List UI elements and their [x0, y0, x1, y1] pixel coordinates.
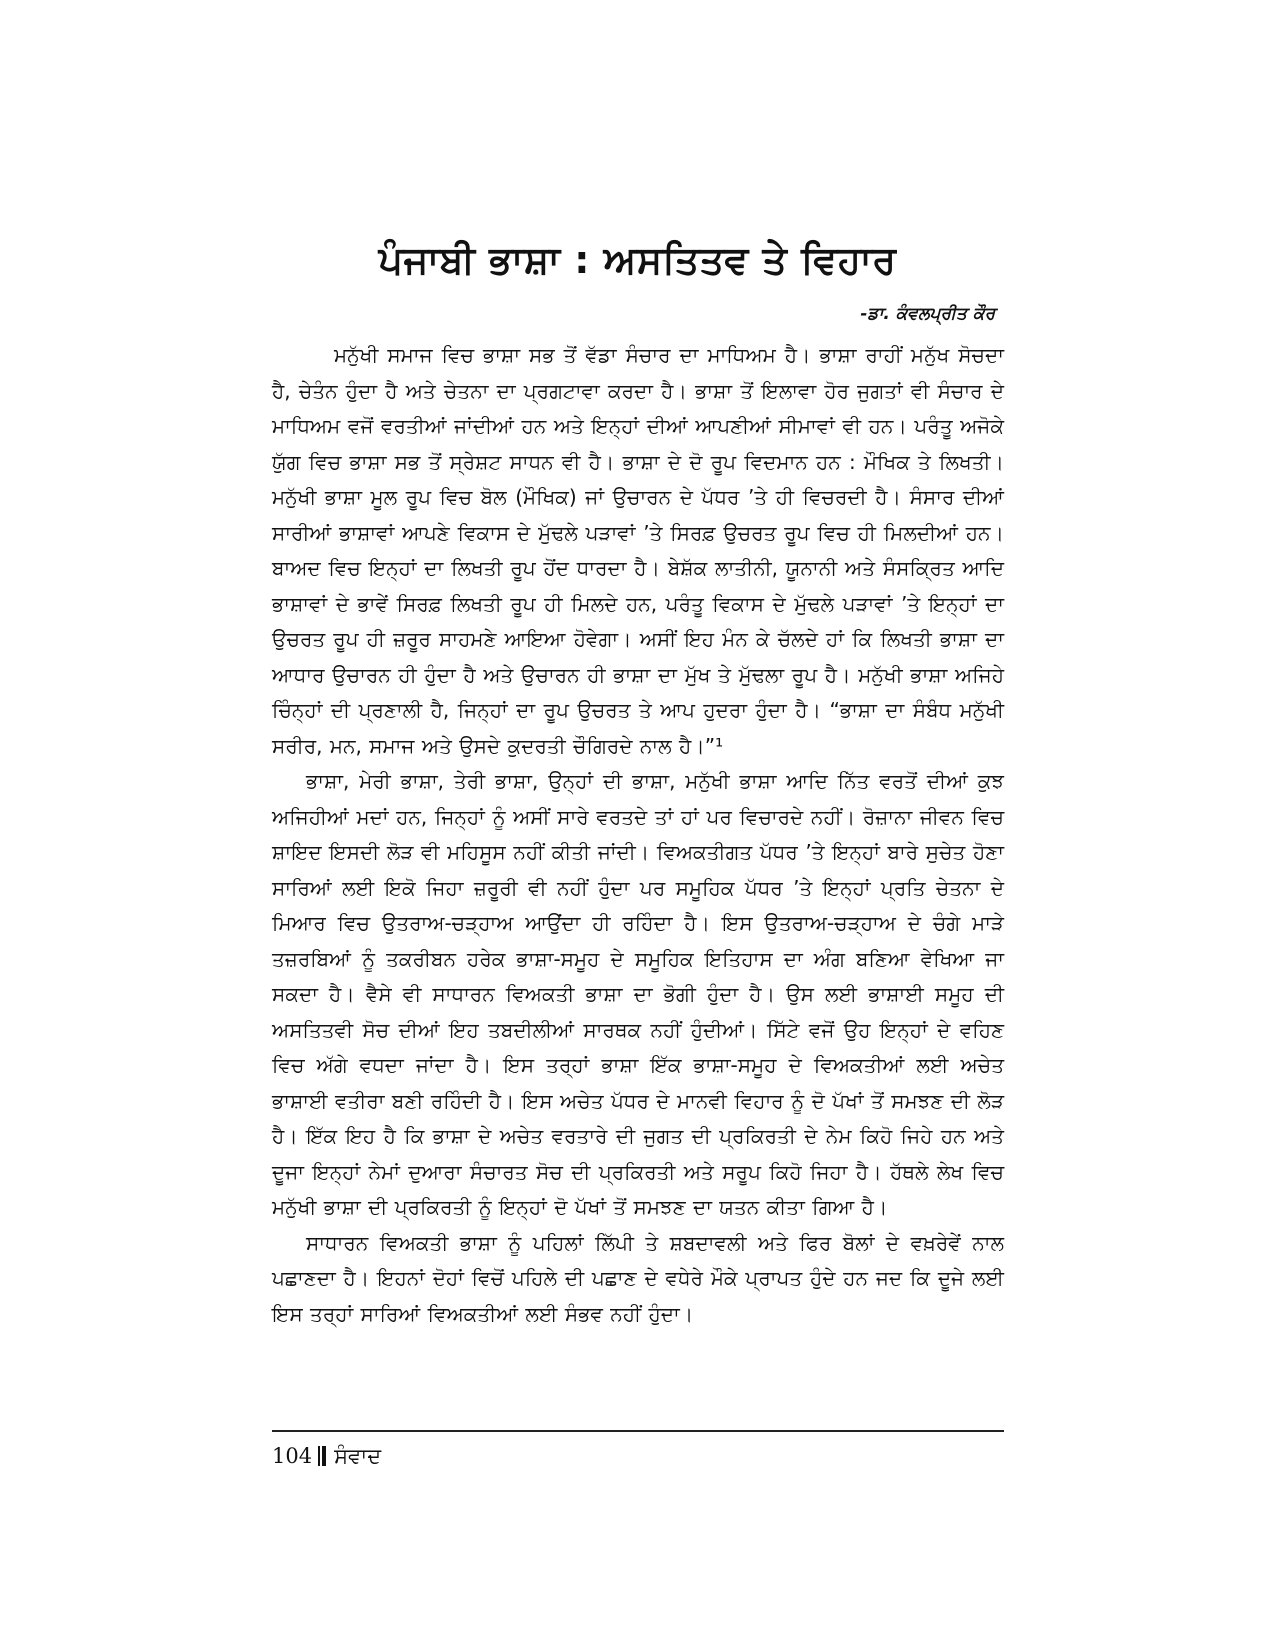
article-author: -ਡਾ. ਕੰਵਲਪ੍ਰੀਤ ਕੌਰ — [860, 304, 995, 324]
body-paragraph-1: ਮਨੁੱਖੀ ਸਮਾਜ ਵਿਚ ਭਾਸ਼ਾ ਸਭ ਤੋਂ ਵੱਡਾ ਸੰਚਾਰ ਦਾ ਮਾਧਿਅਮ ਹੈ। ਭਾਸ਼ਾ ਰਾਹੀਂ ਮਨੁੱਖ ਸੋਚਦਾ ਹੈ, ਚੇਤੰਨ ਹੁੰਦਾ ਹੈ ਅਤੇ ਚੇਤਨਾ ਦਾ ਪ੍ਰਗਟਾਵਾ ਕਰਦਾ ਹੈ। ਭਾਸ਼ਾ ਤੋਂ ਇਲਾਵਾ ਹੋਰ ਜੁਗਤਾਂ ਵੀ ਸੰਚਾਰ ਦੇ ਮਾਧਿਅਮ ਵਜੋਂ ਵਰਤੀਆਂ ਜਾਂਦੀਆਂ ਹਨ ਅਤੇ ਇਨ੍ਹਾਂ ਦੀਆਂ ਆਪਣੀਆਂ ਸੀਮਾਵਾਂ ਵੀ ਹਨ। ਪਰੰਤੂ ਅਜੋਕੇ ਯੁੱਗ ਵਿਚ ਭਾਸ਼ਾ ਸਭ ਤੋਂ ਸ੍ਰੇਸ਼ਟ ਸਾਧਨ ਵੀ ਹੈ। ਭਾਸ਼ਾ ਦੇ ਦੋ ਰੂਪ ਵਿਦਮਾਨ ਹਨ : ਮੌਖਿਕ ਤੇ ਲਿਖਤੀ। ਮਨੁੱਖੀ ਭਾਸ਼ਾ ਮੂਲ ਰੂਪ ਵਿਚ ਬੋਲ (ਮੌਖਿਕ) ਜਾਂ ਉਚਾਰਨ ਦੇ ਪੱਧਰ ’ਤੇ ਹੀ ਵਿਚਰਦੀ ਹੈ। ਸੰਸਾਰ ਦੀਆਂ ਸਾਰੀਆਂ ਭਾਸ਼ਾਵਾਂ ਆਪਣੇ ਵਿਕਾਸ ਦੇ ਮੁੱਢਲੇ ਪੜਾਵਾਂ ’ਤੇ ਸਿਰਫ਼ ਉਚਰਤ ਰੂਪ ਵਿਚ ਹੀ ਮਿਲਦੀਆਂ ਹਨ। ਬਾਅਦ ਵਿਚ ਇਨ੍ਹਾਂ ਦਾ ਲਿਖਤੀ ਰੂਪ ਹੋਂਦ ਧਾਰਦਾ ਹੈ। ਬੇਸ਼ੱਕ ਲਾਤੀਨੀ, ਯੂਨਾਨੀ ਅਤੇ ਸੰਸਕ੍ਰਿਤ ਆਦਿ ਭਾਸ਼ਾਵਾਂ ਦੇ ਭਾਵੇਂ ਸਿਰਫ਼ ਲਿਖਤੀ ਰੂਪ ਹੀ ਮਿਲਦੇ ਹਨ, ਪਰੰਤੂ ਵਿਕਾਸ ਦੇ ਮੁੱਢਲੇ ਪੜਾਵਾਂ ’ਤੇ ਇਨ੍ਹਾਂ ਦਾ ਉਚਰਤ ਰੂਪ ਹੀ ਜ਼ਰੂਰ ਸਾਹਮਣੇ ਆਇਆ ਹੋਵੇਗਾ। ਅਸੀਂ ਇਹ ਮੰਨ ਕੇ ਚੱਲਦੇ ਹਾਂ ਕਿ ਲਿਖਤੀ ਭਾਸ਼ਾ ਦਾ ਆਧਾਰ ਉਚਾਰਨ ਹੀ ਹੁੰਦਾ ਹੈ ਅਤੇ ਉਚਾਰਨ ਹੀ ਭਾਸ਼ਾ ਦਾ ਮੁੱਖ ਤੇ ਮੁੱਢਲਾ ਰੂਪ ਹੈ। ਮਨੁੱਖੀ ਭਾਸ਼ਾ ਅਜਿਹੇ ਚਿੰਨ੍ਹਾਂ ਦੀ ਪ੍ਰਣਾਲੀ ਹੈ, ਜਿਨ੍ਹਾਂ ਦਾ ਰੂਪ ਉਚਰਤ ਤੇ ਆਪ ਹੁਦਰਾ ਹੁੰਦਾ ਹੈ। “ਭਾਸ਼ਾ ਦਾ ਸੰਬੰਧ ਮਨੁੱਖੀ ਸਰੀਰ, ਮਨ, ਸਮਾਜ ਅਤੇ ਉਸਦੇ ਕੁਦਰਤੀ ਚੌਗਿਰਦੇ ਨਾਲ ਹੈ।”¹ — [272, 343, 1004, 758]
article-body — [272, 338, 1004, 1332]
footer-divider — [272, 1430, 1004, 1432]
journal-name: ਸੰਵਾਦ — [334, 1444, 382, 1468]
body-paragraph-3: ਸਾਧਾਰਨ ਵਿਅਕਤੀ ਭਾਸ਼ਾ ਨੂੰ ਪਹਿਲਾਂ ਲਿੱਪੀ ਤੇ ਸ਼ਬਦਾਵਲੀ ਅਤੇ ਫਿਰ ਬੋਲਾਂ ਦੇ ਵਖ਼ਰੇਵੇਂ ਨਾਲ ਪਛਾਣਦਾ ਹੈ। ਇਹਨਾਂ ਦੋਹਾਂ ਵਿਚੋਂ ਪਹਿਲੇ ਦੀ ਪਛਾਣ ਦੇ ਵਧੇਰੇ ਮੌਕੇ ਪ੍ਰਾਪਤ ਹੁੰਦੇ ਹਨ ਜਦ ਕਿ ਦੂਜੇ ਲਈ ਇਸ ਤਰ੍ਹਾਂ ਸਾਰਿਆਂ ਵਿਅਕਤੀਆਂ ਲਈ ਸੰਭਵ ਨਹੀਂ ਹੁੰਦਾ। — [272, 1230, 1004, 1326]
article-title: ਪੰਜਾਬੀ ਭਾਸ਼ਾ : ਅਸਤਿਤਵ ਤੇ ਵਿਹਾਰ — [378, 238, 897, 282]
body-paragraph-2: ਭਾਸ਼ਾ, ਮੇਰੀ ਭਾਸ਼ਾ, ਤੇਰੀ ਭਾਸ਼ਾ, ਉਨ੍ਹਾਂ ਦੀ ਭਾਸ਼ਾ, ਮਨੁੱਖੀ ਭਾਸ਼ਾ ਆਦਿ ਨਿੱਤ ਵਰਤੋਂ ਦੀਆਂ ਕੁਝ ਅਜਿਹੀਆਂ ਮਦਾਂ ਹਨ, ਜਿਨ੍ਹਾਂ ਨੂੰ ਅਸੀਂ ਸਾਰੇ ਵਰਤਦੇ ਤਾਂ ਹਾਂ ਪਰ ਵਿਚਾਰਦੇ ਨਹੀਂ। ਰੋਜ਼ਾਨਾ ਜੀਵਨ ਵਿਚ ਸ਼ਾਇਦ ਇਸਦੀ ਲੋੜ ਵੀ ਮਹਿਸੂਸ ਨਹੀਂ ਕੀਤੀ ਜਾਂਦੀ। ਵਿਅਕਤੀਗਤ ਪੱਧਰ ’ਤੇ ਇਨ੍ਹਾਂ ਬਾਰੇ ਸੁਚੇਤ ਹੋਣਾ ਸਾਰਿਆਂ ਲਈ ਇਕੋ ਜਿਹਾ ਜ਼ਰੂਰੀ ਵੀ ਨਹੀਂ ਹੁੰਦਾ ਪਰ ਸਮੂਹਿਕ ਪੱਧਰ ’ਤੇ ਇਨ੍ਹਾਂ ਪ੍ਰਤਿ ਚੇਤਨਾ ਦੇ ਮਿਆਰ ਵਿਚ ਉਤਰਾਅ-ਚੜ੍ਹਾਅ ਆਉਂਦਾ ਹੀ ਰਹਿੰਦਾ ਹੈ। ਇਸ ਉਤਰਾਅ-ਚੜ੍ਹਾਅ ਦੇ ਚੰਗੇ ਮਾੜੇ ਤਜ਼ਰਬਿਆਂ ਨੂੰ ਤਕਰੀਬਨ ਹਰੇਕ ਭਾਸ਼ਾ-ਸਮੂਹ ਦੇ ਸਮੂਹਿਕ ਇਤਿਹਾਸ ਦਾ ਅੰਗ ਬਣਿਆ ਵੇਖਿਆ ਜਾ ਸਕਦਾ ਹੈ। ਵੈਸੇ ਵੀ ਸਾਧਾਰਨ ਵਿਅਕਤੀ ਭਾਸ਼ਾ ਦਾ ਭੋਗੀ ਹੁੰਦਾ ਹੈ। ਉਸ ਲਈ ਭਾਸ਼ਾਈ ਸਮੂਹ ਦੀ ਅਸਤਿਤਵੀ ਸੋਚ ਦੀਆਂ ਇਹ ਤਬਦੀਲੀਆਂ ਸਾਰਥਕ ਨਹੀਂ ਹੁੰਦੀਆਂ। ਸਿੱਟੇ ਵਜੋਂ ਉਹ ਇਨ੍ਹਾਂ ਦੇ ਵਹਿਣ ਵਿਚ ਅੱਗੇ ਵਧਦਾ ਜਾਂਦਾ ਹੈ। ਇਸ ਤਰ੍ਹਾਂ ਭਾਸ਼ਾ ਇੱਕ ਭਾਸ਼ਾ-ਸਮੂਹ ਦੇ ਵਿਅਕਤੀਆਂ ਲਈ ਅਚੇਤ ਭਾਸ਼ਾਈ ਵਤੀਰਾ ਬਣੀ ਰਹਿੰਦੀ ਹੈ। ਇਸ ਅਚੇਤ ਪੱਧਰ ਦੇ ਮਾਨਵੀ ਵਿਹਾਰ ਨੂੰ ਦੋ ਪੱਖਾਂ ਤੋਂ ਸਮਝਣ ਦੀ ਲੋੜ ਹੈ। ਇੱਕ ਇਹ ਹੈ ਕਿ ਭਾਸ਼ਾ ਦੇ ਅਚੇਤ ਵਰਤਾਰੇ ਦੀ ਜੁਗਤ ਦੀ ਪ੍ਰਕਿਰਤੀ ਦੇ ਨੇਮ ਕਿਹੋ ਜਿਹੇ ਹਨ ਅਤੇ ਦੂਜਾ ਇਨ੍ਹਾਂ ਨੇਮਾਂ ਦੁਆਰਾ ਸੰਚਾਰਤ ਸੋਚ ਦੀ ਪ੍ਰਕਿਰਤੀ ਅਤੇ ਸਰੂਪ ਕਿਹੋ ਜਿਹਾ ਹੈ। ਹੱਥਲੇ ਲੇਖ ਵਿਚ ਮਨੁੱਖੀ ਭਾਸ਼ਾ ਦੀ ਪ੍ਰਕਿਰਤੀ ਨੂੰ ਇਨ੍ਹਾਂ ਦੋ ਪੱਖਾਂ ਤੋਂ ਸਮਝਣ ਦਾ ਯਤਨ ਕੀਤਾ ਗਿਆ ਹੈ। — [272, 769, 1004, 1219]
double-bar-icon — [318, 1445, 328, 1467]
page-number: 104 — [272, 1444, 313, 1468]
page-footer — [272, 1442, 381, 1470]
